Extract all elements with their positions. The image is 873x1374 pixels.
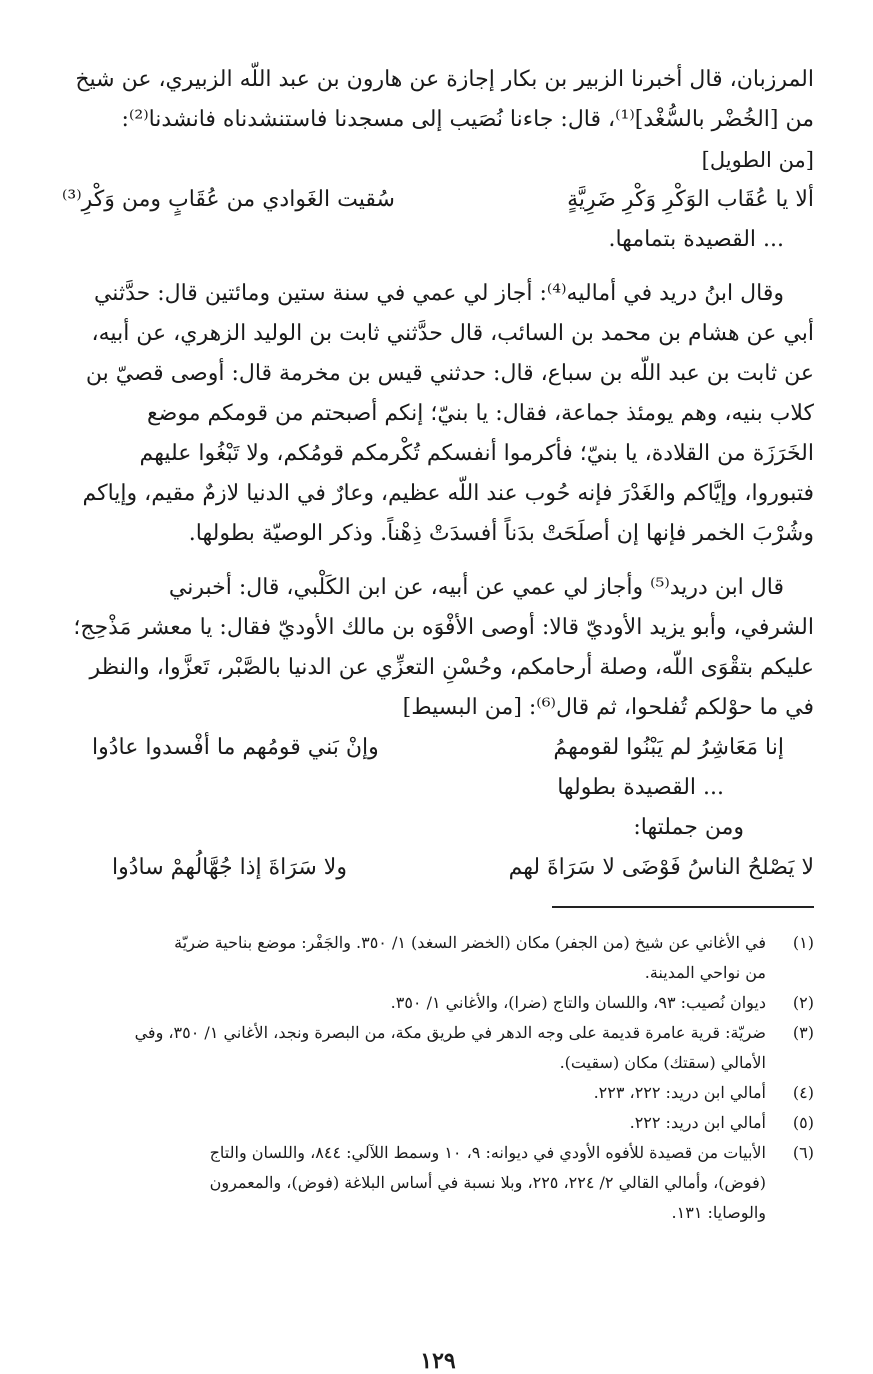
footnote-line: ضريّة: قرية عامرة قديمة على وجه الدهر في طريق مكة، من البصرة ونجد، الأغاني ١/ ٣٥٠، وفي (134, 1023, 766, 1042)
text-line: وقال ابنُ دريد في أماليه⁽⁴⁾: أجاز لي عمي في سنة ستين ومائتين قال: حدَّثني (93, 281, 784, 306)
footnote-number: (٦) (792, 1143, 814, 1162)
verse-first-hemistich: لا يَصْلحُ الناسُ فَوْضَى لا سَرَاةَ لهم (508, 855, 814, 880)
verse-second-hemistich: سُقيت الغَوادي من عُقَابٍ ومن وَكْرِ⁽³⁾ (62, 187, 395, 212)
text-line: قال ابن دريد⁽⁵⁾ وأجاز لي عمي عن أبيه، عن ابن الكَلْبي، قال: أخبرني (168, 575, 784, 600)
text-line: فتبوروا، وإيَّاكم والغَدْرَ فإنه حُوب عند اللّه عظيم، وعارٌ في الدنيا لازمٌ مقيم، وإياكم (82, 481, 814, 506)
footnote (62, 1078, 814, 1108)
footnote (62, 1138, 814, 1228)
footnote-line: ديوان نُصيب: ٩٣، واللسان والتاج (ضرا)، والأغاني ١/ ٣٥٠. (390, 993, 766, 1012)
meter-label: [من الطويل] (701, 148, 814, 172)
footnote-line: أمالي ابن دريد: ٢٢٢، ٢٢٣. (593, 1083, 766, 1102)
text-line: عليكم بتقْوَى اللّه، وصلة أرحامكم، وحُسْنِ التعزِّي عن الدنيا بالصَّبْر، تَعزَّوا، والنظر (89, 655, 814, 680)
text-line: الخَرَزَة من القلادة، يا بنيّ؛ فأكرموا أنفسكم تُكْرمكم قومُكم، ولا تَبْغُوا عليهم (139, 441, 814, 466)
footnote (62, 1018, 814, 1078)
text-line: ... القصيدة بطولها (557, 775, 724, 800)
paragraph-3 (62, 568, 814, 888)
footnote (62, 988, 814, 1018)
footnote-line: في الأغاني عن شيخ (من الجفر) مكان (الخضر السغد) ١/ ٣٥٠. والجَفْر: موضع بناحية ضريّة (174, 933, 766, 952)
footnote-line: من نواحي المدينة. (644, 963, 766, 982)
footnote-line: والوصايا: ١٣١. (671, 1203, 766, 1222)
footnote-number: (٤) (792, 1083, 814, 1102)
paragraph-1 (62, 60, 814, 260)
verse-first-hemistich: ألا يا عُقَاب الوَكْرِ وَكْرِ ضَرِيَّةٍ (567, 187, 814, 212)
verse-second-hemistich: ولا سَرَاةَ إذا جُهَّالُهمْ سادُوا (112, 855, 347, 880)
footnote-number: (٥) (792, 1113, 814, 1132)
text-line: في ما حوْلكم تُفلحوا، ثم قال⁽⁶⁾: [من البسيط] (402, 695, 814, 720)
verse-line (62, 180, 814, 220)
text-line: من [الخُضْر بالسُّغْد]⁽¹⁾، قال: جاءنا نُصَيب إلى مسجدنا فاستنشدناه فانشدنا⁽²⁾: (121, 107, 814, 132)
footnote-line: الأبيات من قصيدة للأفوه الأودي في ديوانه: ٩، ١٠ وسمط اللآلي: ٨٤٤، واللسان والتاج (209, 1143, 766, 1162)
text-line: كلاب بنيه، وهم يومئذ جماعة، فقال: يا بنيّ؛ إنكم أصبحتم من قومكم موضع (146, 401, 814, 426)
verse-first-hemistich: إنا مَعَاشِرُ لم يَبْنُوا لقومهمُ (553, 735, 784, 760)
footnote-line: (فوض)، وأمالي القالي ٢/ ٢٢٤، ٢٢٥، وبلا نسبة في أساس البلاغة (فوض)، والمعمرون (209, 1173, 766, 1192)
text-line: الشرفي، وأبو يزيد الأوديّ قالا: أوصى الأفْوَه بن مالك الأوديّ فقال: يا معشر مَذْحِج؛ (73, 615, 814, 640)
page-number: ١٢٩ (420, 1348, 456, 1374)
verse-line (62, 728, 814, 768)
text-line: المرزبان، قال أخبرنا الزبير بن بكار إجازة عن هارون بن عبد اللّه الزبيري، عن شيخ (75, 67, 814, 92)
text-line: وشُرْبَ الخمر فإنها إن أصلَحَتْ بدَناً أفسدَتْ ذِهْناً. وذكر الوصيّة بطولها. (188, 521, 814, 546)
footnote-number: (٣) (792, 1023, 814, 1042)
footnotes (62, 928, 814, 1228)
footnote-line: أمالي ابن دريد: ٢٢٢. (629, 1113, 766, 1132)
page-body (62, 60, 814, 1374)
verse-line (62, 848, 814, 888)
text-line: ... القصيدة بتمامها. (608, 227, 784, 252)
text-line: ومن جملتها: (633, 815, 744, 840)
footnote-divider (552, 906, 814, 908)
footnote (62, 1108, 814, 1138)
verse-second-hemistich: وإنْ بَني قومُهم ما أفْسدوا عادُوا (92, 735, 379, 760)
footnote (62, 928, 814, 988)
text-line: أبي عن هشام بن محمد بن السائب، قال حدَّثني ثابت بن الوليد الزهري، عن أبيه، (91, 321, 814, 346)
footnote-number: (١) (792, 933, 814, 952)
text-line: عن ثابت بن عبد اللّه بن سباع، قال: حدثني قيس بن مخرمة قال: أوصى قصيّ بن (85, 361, 814, 386)
paragraph-2 (62, 274, 814, 554)
footnote-line: الأمالي (سقتك) مكان (سقيت). (559, 1053, 766, 1072)
footnote-number: (٢) (792, 993, 814, 1012)
